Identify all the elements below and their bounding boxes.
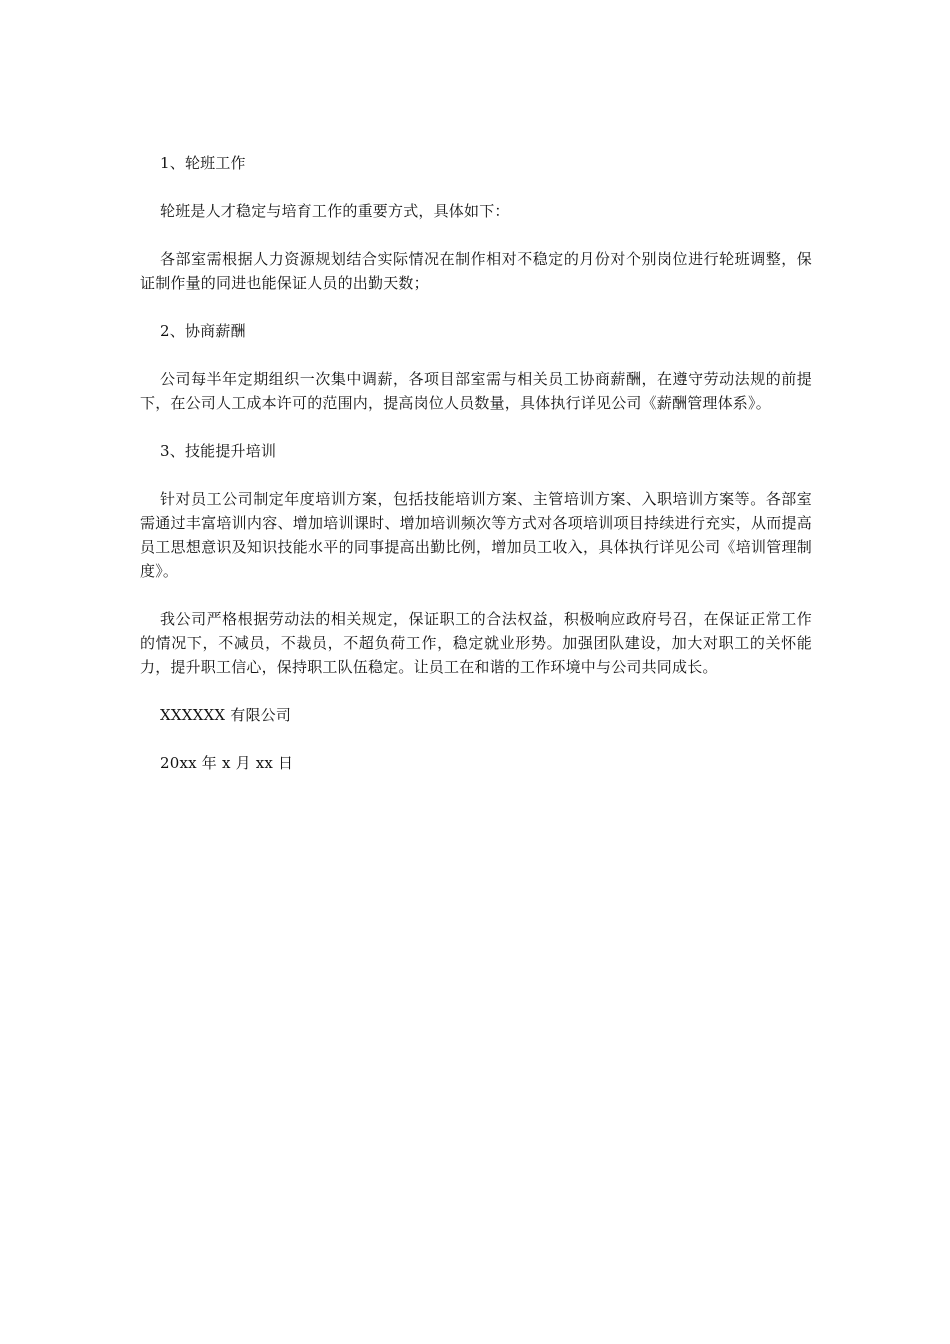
document-body [140, 151, 812, 775]
signature-date: 20xx 年 x 月 xx 日 [160, 754, 294, 772]
paragraph-shift-detail: 各部室需根据人力资源规划结合实际情况在制作相对不稳定的月份对个别岗位进行轮班调整，保证制作量的同进也能保证人员的出勤天数； [140, 250, 812, 292]
paragraph-shift-intro: 轮班是人才稳定与培育工作的重要方式，具体如下： [160, 202, 510, 220]
section-heading-salary: 2、协商薪酬 [160, 322, 246, 340]
section-heading-training: 3、技能提升培训 [160, 442, 277, 460]
signature-company-name: XXXXXX 有限公司 [160, 706, 292, 724]
section-heading-shift-work: 1、轮班工作 [160, 154, 246, 172]
paragraph-salary-detail: 公司每半年定期组织一次集中调薪，各项目部室需与相关员工协商薪酬，在遵守劳动法规的前提下，在公司人工成本许可的范围内，提高岗位人员数量，具体执行详见公司《薪酬管理体系》。 [140, 370, 812, 412]
paragraph-company-commitment: 我公司严格根据劳动法的相关规定，保证职工的合法权益，积极响应政府号召，在保证正常工作的情况下，不减员，不裁员，不超负荷工作，稳定就业形势。加强团队建设，加大对职工的关怀能力，提升职工信心，保持职工队伍稳定。让员工在和谐的工作环境中与公司共同成长。 [140, 610, 812, 676]
paragraph-training-detail: 针对员工公司制定年度培训方案，包括技能培训方案、主管培训方案、入职培训方案等。各部室需通过丰富培训内容、增加培训课时、增加培训频次等方式对各项培训项目持续进行充实，从而提高员工思想意识及知识技能水平的同事提高出勤比例，增加员工收入，具体执行详见公司《培训管理制度》。 [140, 490, 812, 580]
